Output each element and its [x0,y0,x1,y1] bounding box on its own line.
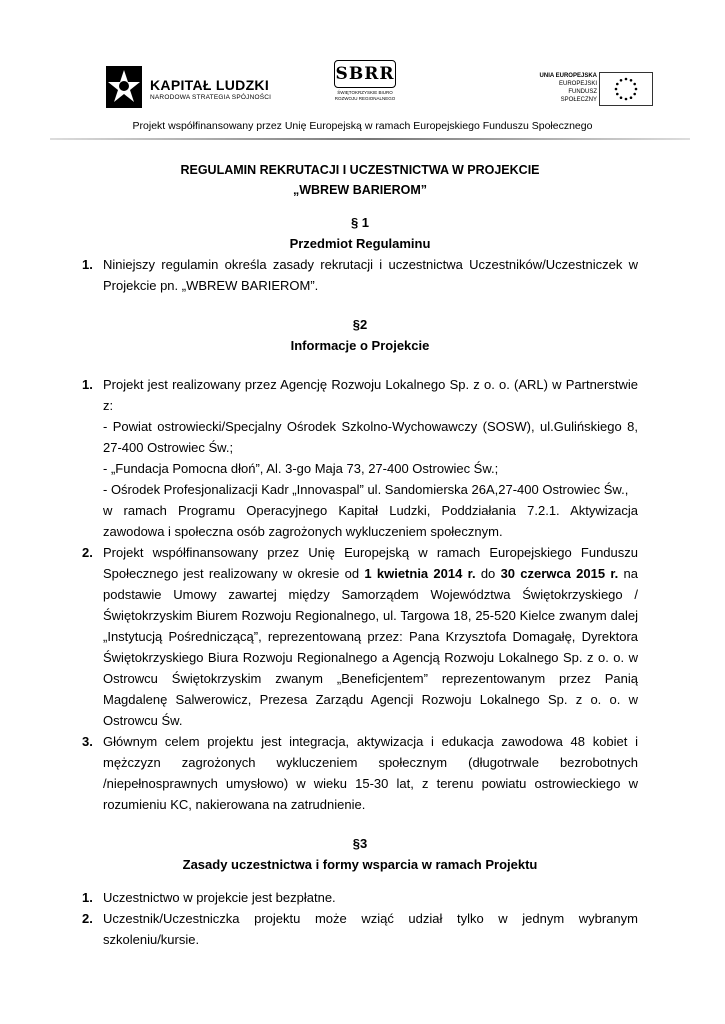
partner-sosw: - Powiat ostrowiecki/Specjalny Ośrodek Szkolno-Wychowawczy (SOSW), ul.Gulińskiego 8, 27-400 Ostrowiec Św.; [103,419,638,455]
list-item-text: Projekt współfinansowany przez Unię Europejską w ramach Europejskiego Funduszu Społecznego jest realizowany w okresie od [103,545,638,581]
sbrr-subtitle: ŚWIĘTOKRZYSKIE BIURO ROZWOJU REGIONALNEGO [334,90,396,101]
kapital-ludzki-logo [100,62,280,112]
section-2-list [82,374,638,815]
list-item-text: Głównym celem projektu jest integracja, aktywizacja i edukacja zawodowa 48 kobiet i mężczyzn zagrożonych wykluczeniem społecznym (długotrwale bezrobotnych /niepełnosprawnych umysłowo) w wieku 15-30 lat, z terenu powiatu ostrowieckiego w rozumieniu KC, nakierowana na zatrudnienie. [103,734,638,812]
spacer [82,875,638,887]
partner-fundacja: - „Fundacja Pomocna dłoń”, Al. 3-go Maja 73, 27-400 Ostrowiec Św.; [103,461,499,476]
eu-logo [535,72,653,104]
section-2-title: Informacje o Projekcie [290,338,430,353]
eu-text [535,72,597,104]
kapital-ludzki-title: KAPITAŁ LUDZKI [150,77,270,93]
list-item-number: 3. [82,734,93,749]
sbrr-logo [330,60,400,118]
section-1-title: Przedmiot Regulaminu [289,236,431,251]
list-item-text: Uczestnictwo w projekcie jest bezpłatne. [103,890,336,905]
list-item-number: 1. [82,257,93,272]
doc-title-line-1: REGULAMIN REKRUTACJI I UCZESTNICTWA W PROJEKCIE [180,163,540,177]
eu-flag-icon [599,72,653,106]
eu-line-3: FUNDUSZ SPOŁECZNY [560,89,597,103]
doc-title-line-2: „WBREW BARIEROM” [292,183,427,197]
eu-line-2: EUROPEJSKI [558,81,597,87]
section-3-title: Zasady uczestnictwa i formy wsparcia w ramach Projektu [182,857,538,872]
section-3-list [82,887,638,950]
programme-info: w ramach Programu Operacyjnego Kapitał Ludzki, Poddziałania 7.2.1. Aktywizacja zawodowa i społeczna osób zagrożonych wykluczeniem społecznym. [103,503,638,539]
list-item [82,374,638,542]
list-item-text: Niniejszy regulamin określa zasady rekrutacji i uczestnictwa Uczestników/Uczestniczek w Projekcie pn. „WBREW BARIEROM”. [103,257,638,293]
cofinancing-caption: Projekt współfinansowany przez Unię Europejską w ramach Europejskiego Funduszu Społecznego [132,120,593,132]
spacer [82,815,638,833]
page-header [0,0,725,145]
kapital-ludzki-subtitle: NARODOWA STRATEGIA SPÓJNOŚCI [150,94,272,101]
document-body [82,160,638,950]
spacer [82,356,638,374]
end-date: 30 czerwca 2015 r. [500,566,619,581]
list-item-number: 1. [82,377,93,392]
eu-line-1: UNIA EUROPEJSKA [539,73,597,79]
list-item [82,731,638,815]
section-1-number: § 1 [350,215,370,230]
list-item [82,254,638,296]
sbrr-mark: SBRR [334,60,396,88]
list-item [82,887,638,908]
list-item-text: na podstawie Umowy zawartej między Samorządem Województwa Świętokrzyskiego /Świętokrzyskim Biurem Rozwoju Regionalnego, ul. Targowa 18, 25-520 Kielce zwanym dalej „Instytucją Pośredniczącą”, reprezentowaną przez: Pana Krzysztofa Domagałę, Dyrektora Świętokrzyskiego Biura Rozwoju Regionalnego a Agencją Rozwoju Lokalnego Sp. z o. o. w Ostrowcu Świętokrzyskim zwanym „Beneficjentem” reprezentowanym przez Panią Magdalenę Salwerowicz, Prezesa Zarządu Agencji Rozwoju Lokalnego Sp. z o. o. w Ostrowcu Św. [103,566,639,728]
section-3-number: §3 [352,836,368,851]
list-item [82,908,638,950]
list-item-text: Uczestnik/Uczestniczka projektu może wziąć udział tylko w jednym wybranym szkoleniu/kursie. [103,911,638,947]
list-item-number: 1. [82,890,93,905]
kapital-ludzki-star-icon [100,62,148,112]
list-item [82,542,638,731]
header-divider [50,138,690,140]
start-date: 1 kwietnia 2014 r. [364,566,476,581]
spacer [82,296,638,314]
section-1-list [82,254,638,296]
partner-innovaspal: - Ośrodek Profesjonalizacji Kadr „Innovaspal” ul. Sandomierska 26A,27-400 Ostrowiec Św., [103,482,629,497]
list-item-text: Projekt jest realizowany przez Agencję Rozwoju Lokalnego Sp. z o. o. (ARL) w Partnerstwie z: [103,377,638,413]
list-item-text: do [475,566,501,581]
list-item-number: 2. [82,911,93,926]
section-2-number: §2 [352,317,368,332]
list-item-number: 2. [82,545,93,560]
spacer [82,200,638,212]
